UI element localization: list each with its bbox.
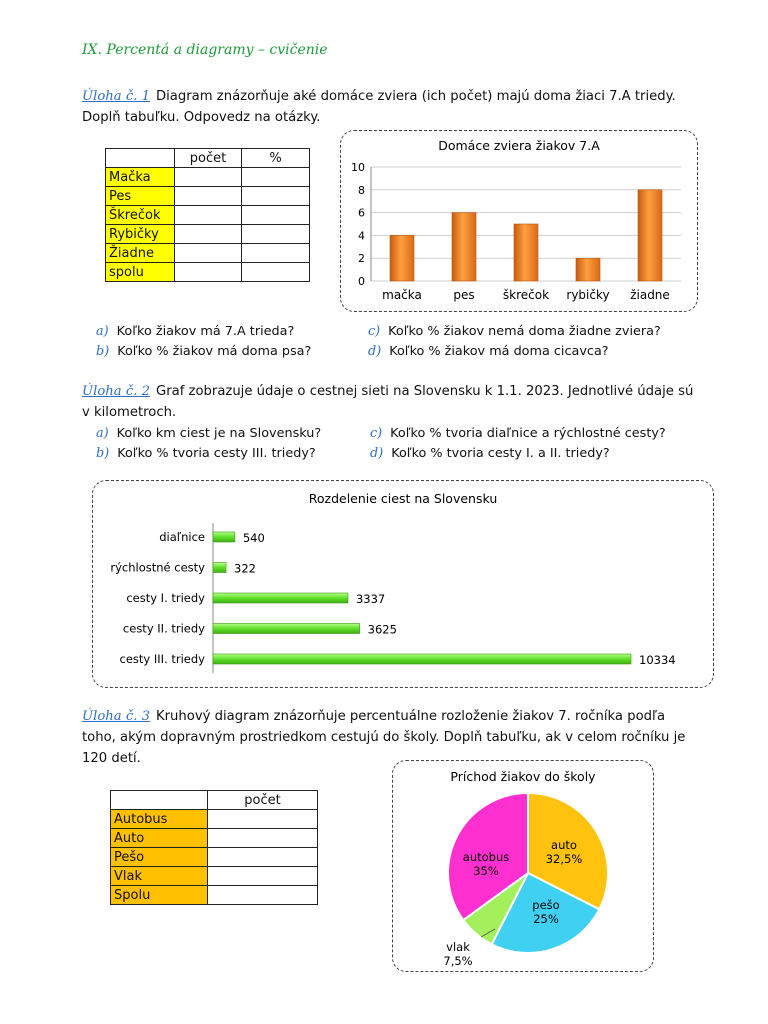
bar [514,224,538,281]
task2-text-line2: v kilometroch. [82,405,177,420]
task3-label: Úloha č. 3 [82,709,150,724]
table-row-label: Mačka [106,168,175,187]
x-tick-label: mačka [382,288,422,302]
task1-question-c: c) Koľko % žiakov nemá doma žiadne zviera? [368,324,661,339]
chart-title: Domáce zviera žiakov 7.A [438,138,600,153]
table-cell-input[interactable] [175,244,242,263]
task2-question-b: b) Koľko % tvoria cesty III. triedy? [96,446,316,461]
bar [452,213,476,281]
slice-percent-label: 25% [533,912,559,926]
slice-name-label: auto [551,838,577,852]
table-header: počet [208,791,318,810]
table-row-label: Autobus [111,810,208,829]
table-row-label: Rybičky [106,225,175,244]
table-corner [106,149,175,168]
table-cell-input[interactable] [175,225,242,244]
task2-intro [82,381,722,423]
table-cell-input[interactable] [242,244,310,263]
bar [213,593,348,603]
table-row-label: Pes [106,187,175,206]
bar [638,190,662,281]
data-label: 10334 [639,653,676,667]
task3-text-line3: 120 detí. [82,751,141,766]
table-row-label: Vlak [111,867,208,886]
task3-text-line1: Kruhový diagram znázorňuje percentuálne rozloženie žiakov 7. ročníka podľa [155,709,666,724]
bar [213,563,226,573]
task2-question-a: a) Koľko km ciest je na Slovensku? [96,426,322,441]
table-header: počet [175,149,242,168]
table-row-label: Auto [111,829,208,848]
x-tick-label: žiadne [630,288,670,302]
x-tick-label: pes [453,288,475,302]
bar-chart-roads [93,481,713,687]
chart-title: Príchod žiakov do školy [450,769,596,784]
y-tick-label: 2 [358,252,365,266]
task1-intro [82,86,722,128]
x-tick-label: rybičky [566,288,610,302]
y-tick-label: 4 [358,229,365,243]
task2-text-line1: Graf zobrazuje údaje o cestnej sieti na Slovensku k 1.1. 2023. Jednotlivé údaje sú [155,384,694,399]
task1-label: Úloha č. 1 [82,89,150,104]
task1-question-b: b) Koľko % žiakov má doma psa? [96,344,312,359]
data-label: 3625 [367,622,397,637]
pie-chart-transport [393,761,653,971]
task1-question-d: d) Koľko % žiakov má doma cicavca? [368,344,609,359]
page-heading: IX. Percentá a diagramy – cvičenie [82,42,328,58]
table-row-label: Pešo [111,848,208,867]
slice-percent-label: 32,5% [545,852,583,866]
table-cell-input[interactable] [175,206,242,225]
y-tick-label: rýchlostné cesty [110,560,205,575]
table-cell-input[interactable] [242,263,310,282]
data-label: 540 [242,531,265,545]
slice-name-label: vlak [446,940,470,954]
table-cell-input[interactable] [242,225,310,244]
task3-text-line2: toho, akým dopravným prostriedkom cestujú do školy. Doplň tabuľku, ak v celom ročníku je [82,730,686,745]
task1-table [105,148,310,282]
chart-title: Rozdelenie ciest na Slovensku [308,491,498,506]
data-label: 3337 [355,592,386,606]
y-tick-label: 8 [358,183,365,197]
bar [213,624,360,634]
bar [576,258,600,281]
table-cell-input[interactable] [175,263,242,282]
bar [213,532,235,542]
bar [213,654,631,664]
table-cell-input[interactable] [208,829,318,848]
y-tick-label: 6 [358,206,365,220]
bar [390,235,414,281]
table-cell-input[interactable] [242,187,310,206]
data-label: 322 [234,561,256,576]
slice-name-label: autobus [462,850,510,864]
task1-text-line1: Diagram znázorňuje aké domáce zviera (ich počet) majú doma žiaci 7.A triedy. [155,89,676,104]
y-tick-label: diaľnice [159,530,205,544]
bar-chart-pets-box [340,130,698,312]
bar-chart-pets [341,131,697,311]
slice-percent-label: 7,5% [443,954,473,968]
table-row-label: Spolu [111,886,208,905]
task3-table [110,790,318,905]
table-cell-input[interactable] [208,886,318,905]
y-tick-label: cesty II. triedy [122,621,205,636]
table-corner [111,791,208,810]
y-tick-label: cesty I. triedy [126,591,205,605]
task2-question-d: d) Koľko % tvoria cesty I. a II. triedy? [370,446,610,461]
table-row-label: Žiadne [106,244,175,263]
slice-name-label: pešo [532,898,560,912]
task1-question-a: a) Koľko žiakov má 7.A trieda? [96,324,295,339]
task2-question-c: c) Koľko % tvoria diaľnice a rýchlostné cesty? [370,426,666,441]
y-tick-label: 0 [358,275,365,288]
table-cell-input[interactable] [242,168,310,187]
table-header: % [242,149,310,168]
table-row-label: spolu [106,263,175,282]
task2-label: Úloha č. 2 [82,384,150,399]
pie-chart-box [392,760,654,972]
bar-chart-roads-box [92,480,714,688]
slice-percent-label: 35% [473,864,499,878]
y-tick-label: cesty III. triedy [119,652,205,666]
table-row-label: Škrečok [106,206,175,225]
table-cell-input[interactable] [175,168,242,187]
table-cell-input[interactable] [208,810,318,829]
table-cell-input[interactable] [208,867,318,886]
y-tick-label: 10 [351,161,365,174]
x-tick-label: škrečok [502,288,550,302]
table-cell-input[interactable] [208,848,318,867]
table-cell-input[interactable] [175,187,242,206]
task1-text-line2: Doplň tabuľku. Odpovedz na otázky. [82,110,321,125]
table-cell-input[interactable] [242,206,310,225]
